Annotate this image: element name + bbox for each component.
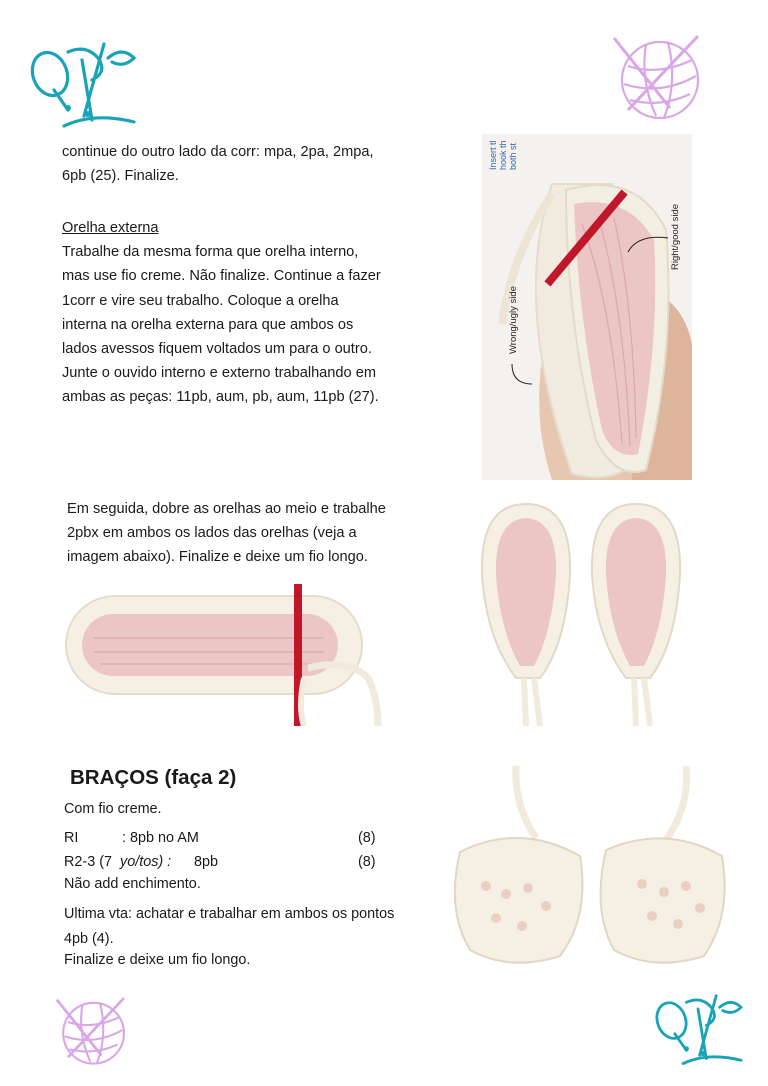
text-line: interna na orelha externa para que ambos os <box>62 316 354 333</box>
text-line: continue do outro lado da corr: mpa, 2pa, 2mpa, <box>62 144 374 160</box>
right-side-label: Right/good side <box>670 203 681 270</box>
text-line: Junte o ouvido interno e externo trabalhando em <box>62 365 376 382</box>
text-line: 2pbx em ambos os lados das orelhas (veja a <box>67 525 357 542</box>
bracos-intro: Com fio creme. <box>64 801 162 817</box>
row-italic <box>120 850 171 875</box>
text-line: mas use fio creme. Não finalize. Continue a fazer <box>62 268 381 285</box>
crochet-needle-logo <box>650 984 746 1072</box>
crochet-needle-logo <box>24 30 140 136</box>
ear-folding-photo <box>64 578 382 726</box>
row-count: (8) <box>358 854 376 870</box>
bracos-title: BRAÇOS (faça 2) <box>70 766 237 789</box>
row-count: (8) <box>358 830 376 846</box>
row-instruction: 8pb <box>194 854 219 870</box>
bracos-finish: Finalize e deixe um fio longo. <box>64 952 251 968</box>
continuation-text <box>62 140 442 188</box>
text-line: lados avessos fiquem voltados um para o outro. <box>62 341 372 358</box>
ear-joining-photo <box>482 134 692 480</box>
text-line: ambas as peças: 11pb, aum, pb, aum, 11pb (27). <box>62 389 379 406</box>
arms-photo <box>446 766 734 976</box>
text-line: Em seguida, dobre as orelhas ao meio e trabalhe <box>67 501 386 517</box>
pattern-row <box>64 826 444 850</box>
photo-label: Insert tl <box>488 140 498 170</box>
bracos-note: Não add enchimento. <box>64 876 201 892</box>
orelha-externa-section <box>62 216 442 410</box>
photo-label: hook th <box>498 140 508 170</box>
pattern-row <box>64 850 444 874</box>
yarn-ball-logo <box>606 26 710 126</box>
row-instruction: : 8pb no AM <box>122 830 199 846</box>
fold-instructions <box>67 497 441 570</box>
row-label: RI <box>64 830 79 846</box>
text-line: Trabalhe da mesma forma que orelha interno, <box>62 244 359 261</box>
text-line: 1corr e vire seu trabalho. Coloque a orelha <box>62 292 339 309</box>
row-italic-text: yo/tos) : <box>120 854 172 870</box>
text-line: imagem abaixo). Finalize e deixe um fio longo. <box>67 549 368 566</box>
bracos-last-round <box>64 902 444 951</box>
text-line: 4pb (4). <box>64 930 114 947</box>
yarn-ball-logo <box>50 990 134 1070</box>
finished-ears-photo <box>476 496 688 726</box>
photo-label: both st <box>508 142 518 170</box>
text-line: Ultima vta: achatar e trabalhar em ambos os pontos <box>64 906 395 922</box>
section-heading: Orelha externa <box>62 220 159 236</box>
row-label: R2-3 (7 <box>64 854 112 870</box>
text-line: 6pb (25). Finalize. <box>62 168 179 185</box>
wrong-side-label: Wrong/ugly side <box>508 286 519 354</box>
